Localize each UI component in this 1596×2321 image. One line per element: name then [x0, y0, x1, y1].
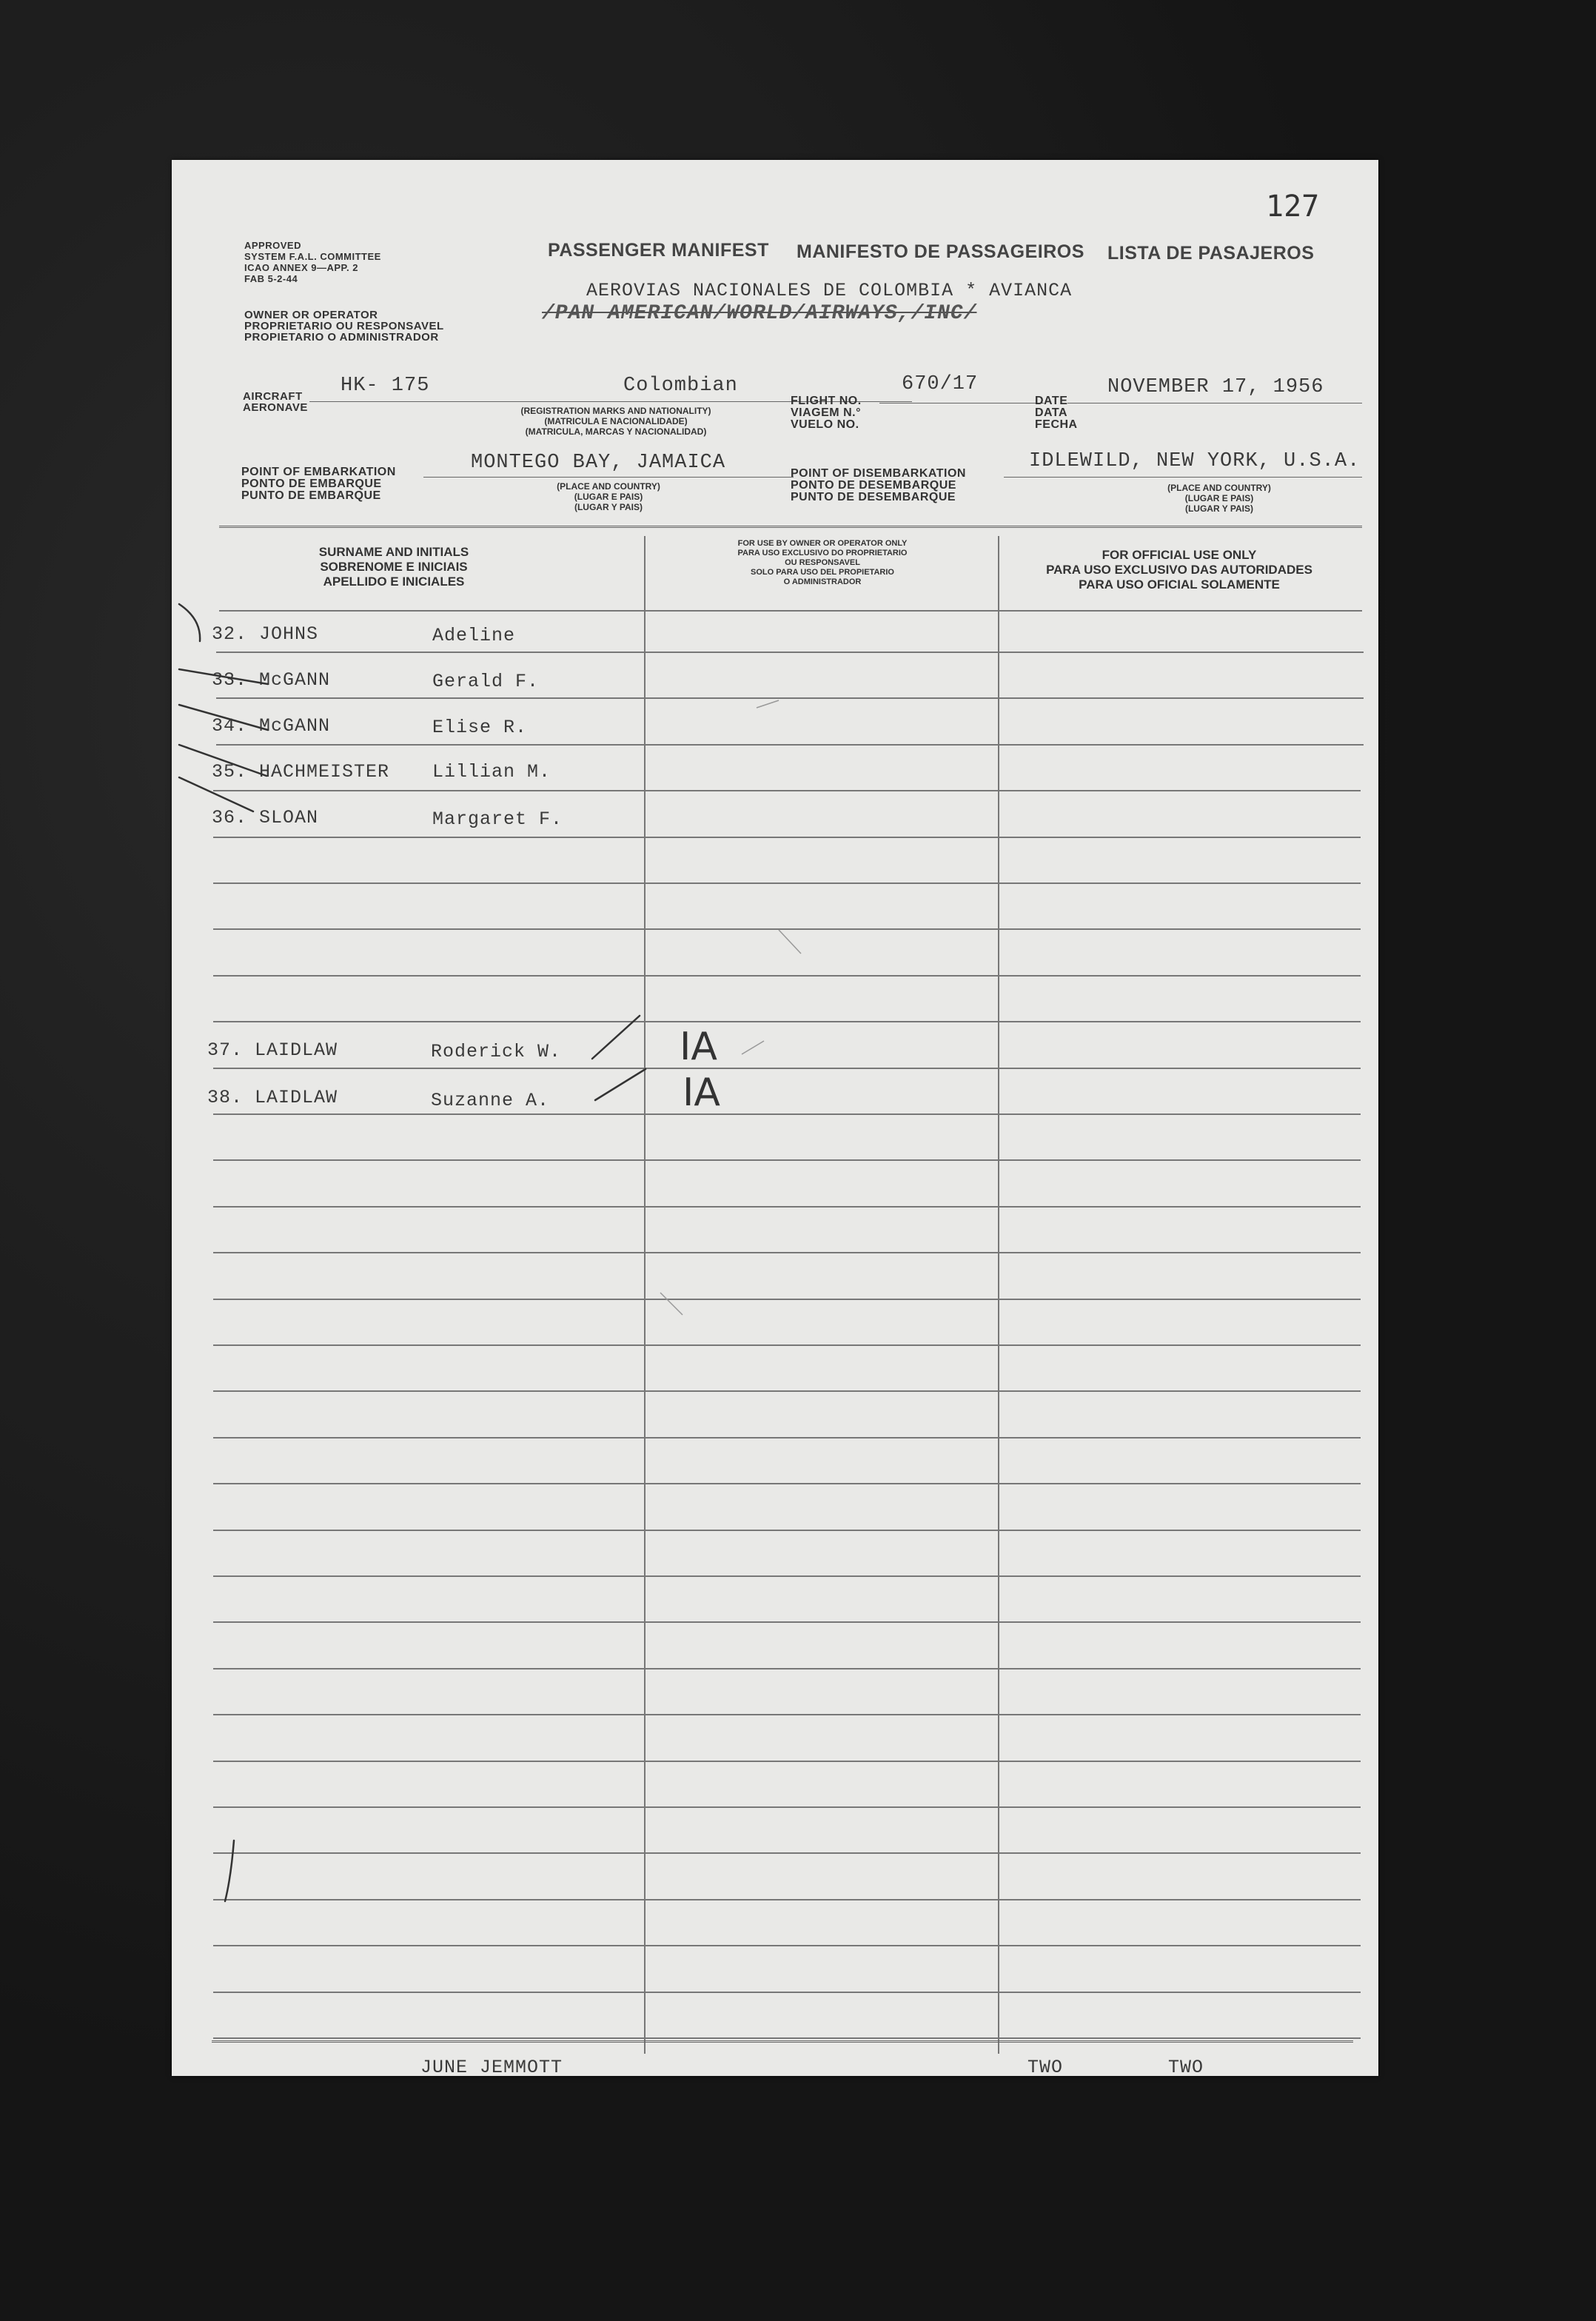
faint-stroke	[779, 930, 801, 954]
handwritten-mark: IA	[683, 1071, 720, 1115]
manifest-sheet	[172, 160, 1378, 2076]
title-portuguese: MANIFESTO DE PASSAGEIROS	[797, 241, 1084, 262]
passenger-given-name: Margaret F.	[432, 808, 563, 830]
caption-line: (PLACE AND COUNTRY)	[557, 481, 660, 492]
page-of-value: TWO	[1168, 2057, 1204, 2078]
col-header-line: SURNAME AND INITIALS	[318, 545, 469, 559]
date-label-line: FECHA	[1035, 418, 1078, 431]
col-header-line: OU RESPONSAVEL	[785, 558, 860, 567]
passenger-given-name: Adeline	[432, 625, 516, 646]
col-header-line: FOR OFFICIAL USE ONLY	[1102, 548, 1257, 562]
caption-line: (PLACE AND COUNTRY)	[1167, 483, 1271, 493]
margin-check-stroke	[179, 705, 268, 730]
passenger-number: 32.	[212, 623, 248, 645]
aircraft-label-line: AIRCRAFT	[243, 390, 303, 403]
margin-stroke	[225, 1841, 234, 1901]
passenger-number: 37.	[207, 1039, 244, 1061]
passenger-given-name: Elise R.	[432, 717, 528, 738]
title-spanish: LISTA DE PASAJEROS	[1107, 243, 1315, 264]
col-header-line: APELLIDO E INICIALES	[323, 575, 465, 589]
disembark-label-line: PUNTO DE DESEMBARQUE	[791, 491, 956, 503]
passenger-surname: McGANN	[259, 669, 331, 691]
margin-check-stroke	[179, 777, 253, 811]
passenger-given-name: Roderick W.	[431, 1041, 562, 1062]
margin-check-stroke	[179, 745, 266, 776]
col-header-line: O ADMINISTRADOR	[783, 577, 862, 586]
approval-line: FAB 5-2-44	[244, 273, 298, 284]
tick-stroke	[595, 1069, 646, 1100]
faint-stroke	[742, 1041, 764, 1054]
passenger-number: 34.	[212, 715, 248, 737]
owner-label-line: OWNER OR OPERATOR	[244, 309, 378, 321]
caption-line: (LUGAR Y PAIS)	[574, 502, 643, 512]
margin-check-stroke	[179, 604, 200, 641]
passenger-number: 38.	[207, 1087, 244, 1108]
disembark-value: IDLEWILD, NEW YORK, U.S.A.	[1029, 450, 1361, 472]
tick-stroke	[592, 1016, 640, 1059]
caption-line: (MATRICULA E NACIONALIDADE)	[544, 416, 688, 426]
page-value: TWO	[1027, 2057, 1064, 2078]
caption-line: (LUGAR E PAIS)	[1184, 493, 1254, 503]
flight-label-line: VIAGEM N.°	[791, 406, 861, 419]
approval-line: ICAO ANNEX 9—APP. 2	[244, 262, 358, 273]
col-header-line: FOR USE BY OWNER OR OPERATOR ONLY	[737, 539, 908, 548]
passenger-number: 35.	[212, 761, 248, 783]
faint-stroke	[757, 700, 779, 708]
title-english: PASSENGER MANIFEST	[548, 240, 769, 261]
aircraft-value: HK- 175	[341, 375, 430, 397]
faint-stroke	[660, 1293, 683, 1315]
caption-line: (LUGAR E PAIS)	[574, 492, 643, 502]
margin-check-stroke	[179, 669, 268, 684]
approval-line: SYSTEM F.A.L. COMMITTEE	[244, 251, 381, 262]
col-header-line: PARA USO EXCLUSIVO DO PROPRIETARIO	[737, 549, 908, 557]
date-label-line: DATE	[1035, 395, 1068, 407]
passenger-surname: LAIDLAW	[255, 1087, 338, 1108]
passenger-surname: LAIDLAW	[255, 1039, 338, 1061]
embark-label-line: PUNTO DE EMBARQUE	[241, 489, 381, 502]
passenger-given-name: Suzanne A.	[431, 1090, 550, 1111]
embark-label-line: POINT OF EMBARKATION	[241, 466, 396, 478]
date-label-line: DATA	[1035, 406, 1068, 419]
owner-label-line: PROPRIETARIO OU RESPONSAVEL	[244, 320, 444, 332]
nationality-value: Colombian	[623, 375, 738, 397]
handwritten-mark: IA	[680, 1025, 717, 1069]
passenger-given-name: Lillian M.	[432, 761, 551, 783]
caption-line: (MATRICULA, MARCAS Y NACIONALIDAD)	[525, 426, 707, 437]
col-header-line: SOBRENOME E INICIAIS	[320, 560, 468, 574]
passenger-surname: HACHMEISTER	[259, 761, 390, 783]
owner-value: AEROVIAS NACIONALES DE COLOMBIA * AVIANCA	[586, 280, 1073, 301]
passenger-number: 36.	[212, 807, 248, 828]
col-header-line: PARA USO OFICIAL SOLAMENTE	[1079, 577, 1280, 592]
passenger-surname: SLOAN	[259, 807, 319, 828]
prepared-by-value: JUNE JEMMOTT	[420, 2057, 563, 2078]
flight-label-line: VUELO NO.	[791, 418, 859, 431]
embark-value: MONTEGO BAY, JAMAICA	[471, 452, 726, 474]
flight-label-line: FLIGHT NO.	[791, 395, 862, 407]
passenger-surname: McGANN	[259, 715, 331, 737]
approval-line: APPROVED	[244, 240, 301, 251]
caption-line: (REGISTRATION MARKS AND NATIONALITY)	[520, 406, 711, 416]
aircraft-label-line: AERONAVE	[243, 401, 308, 414]
flight-value: 670/17	[902, 373, 979, 395]
owner-struck-text: /PAN AMERICAN/WORLD/AIRWAYS,/INC/	[542, 302, 977, 325]
disembark-label-line: PONTO DE DESEMBARQUE	[791, 479, 956, 492]
handwritten-strokes	[172, 160, 1378, 2076]
owner-label-line: PROPIETARIO O ADMINISTRADOR	[244, 331, 439, 344]
embark-label-line: PONTO DE EMBARQUE	[241, 478, 382, 490]
passenger-given-name: Gerald F.	[432, 671, 540, 692]
date-value: NOVEMBER 17, 1956	[1107, 376, 1324, 398]
page-number: 127	[1266, 190, 1320, 224]
passenger-number: 33.	[212, 669, 248, 691]
col-header-line: SOLO PARA USO DEL PROPIETARIO	[751, 568, 894, 577]
disembark-label-line: POINT OF DISEMBARKATION	[791, 467, 966, 480]
passenger-surname: JOHNS	[259, 623, 319, 645]
caption-line: (LUGAR Y PAIS)	[1184, 503, 1253, 514]
col-header-line: PARA USO EXCLUSIVO DAS AUTORIDADES	[1046, 563, 1312, 577]
table-bottom-rule	[212, 2040, 1353, 2045]
